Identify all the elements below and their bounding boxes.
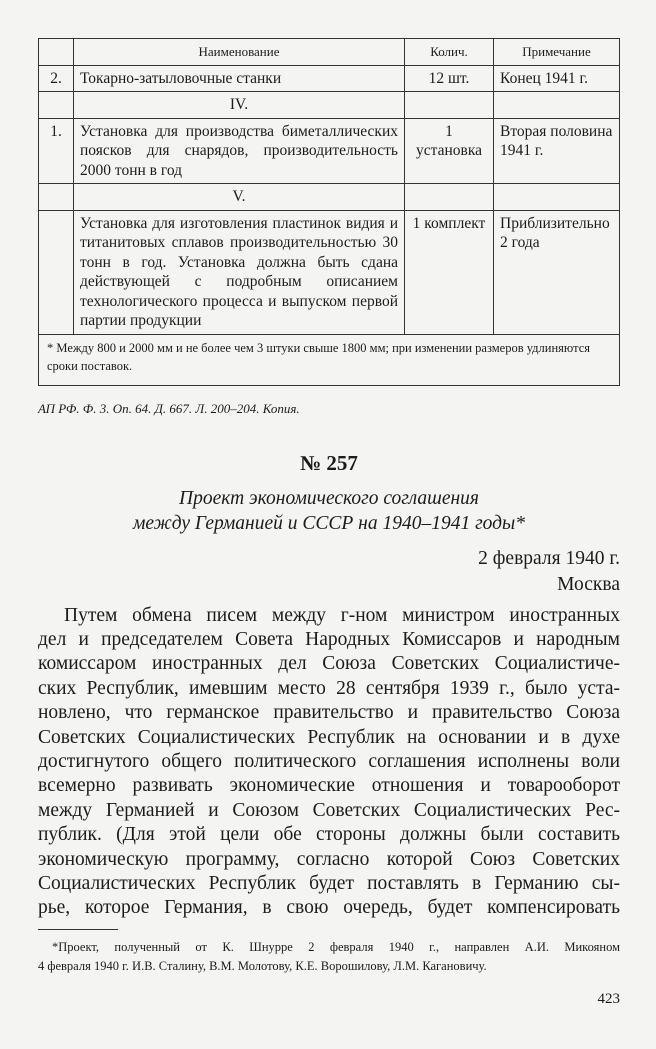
document-date: 2 февраля 1940 г. <box>478 547 620 569</box>
title-line: между Германией и СССР на 1940–1941 годы* <box>132 512 525 534</box>
section-row <box>39 184 620 211</box>
row-qty: 1 установка <box>405 118 494 184</box>
body-line: новлено, что германское правительство и правительство Союза <box>38 702 620 724</box>
document-place: Москва <box>557 573 620 595</box>
row-name: Токарно-затыловочные станки <box>74 65 405 92</box>
section-row <box>39 92 620 119</box>
row-note: Приблизительно 2 года <box>494 210 620 334</box>
body-line: Советских Социалистических Республик на основании и в духе <box>38 726 620 748</box>
document-title <box>38 486 620 536</box>
row-name: Установка для изготовления пластинок видия и титанитовых сплавов производительностью 30 тонн в год. Установка должна быть сдана действующей с подробным описанием технологического процесса и выпуском первой партии продукции <box>74 210 405 334</box>
table-header-row <box>39 39 620 66</box>
table-row <box>39 65 620 92</box>
body-line: рье, которое Германия, в свою очередь, будет компенсировать <box>38 897 620 919</box>
body-line: ских Республик, имевшим место 28 сентября 1939 г., было уста- <box>38 677 620 699</box>
body-line: всемерно развивать экономические отношения и товарооборот <box>38 775 620 797</box>
equipment-table <box>38 38 620 386</box>
footnote-line: 4 февраля 1940 г. И.В. Сталину, В.М. Молотову, К.Е. Ворошилову, Л.М. Кагановичу. <box>38 958 487 973</box>
archive-reference: АП РФ. Ф. 3. Оп. 64. Д. 667. Л. 200–204. Копия. <box>38 400 300 416</box>
section-label: V. <box>74 184 405 211</box>
title-line: Проект экономического соглашения <box>178 487 479 509</box>
footnote-divider <box>38 929 118 930</box>
header-name: Наименование <box>74 39 405 66</box>
row-note: Вторая половина 1941 г. <box>494 118 620 184</box>
page-number: 423 <box>597 990 620 1007</box>
section-label: IV. <box>74 92 405 119</box>
row-note: Конец 1941 г. <box>494 65 620 92</box>
table-row <box>39 118 620 184</box>
body-line: публик. (Для этой цели обе стороны должны были составить <box>38 824 620 846</box>
body-line: Социалистических Республик будет поставлять в Германию сы- <box>38 872 620 894</box>
page-footnote <box>38 938 620 976</box>
body-line: экономическую программу, согласно которой Союз Советских <box>38 848 620 870</box>
body-line: достигнутого общего политического соглашения исполнены воли <box>38 750 620 772</box>
footnote-line: *Проект, полученный от К. Шнурре 2 февраля 1940 г., направлен А.И. Микояном <box>52 939 620 954</box>
row-num <box>39 210 74 334</box>
table-footnote-row <box>39 334 620 385</box>
row-num: 2. <box>39 65 74 92</box>
body-line: между Германией и Союзом Советских Социалистических Рес- <box>38 799 620 821</box>
body-line: комиссаром иностранных дел Союза Советских Социалистиче- <box>38 653 620 675</box>
row-qty: 12 шт. <box>405 65 494 92</box>
header-note: Примечание <box>494 39 620 66</box>
body-line: дел и председателем Совета Народных Комиссаров и народным <box>38 628 620 650</box>
body-line: Путем обмена писем между г-ном министром иностранных <box>64 604 620 626</box>
row-qty: 1 комплект <box>405 210 494 334</box>
table-footnote: * Между 800 и 2000 мм и не более чем 3 штуки свыше 1800 мм; при изменении размеров удлиняются сроки поставок. <box>39 334 620 385</box>
header-qty: Колич. <box>405 39 494 66</box>
table-row <box>39 210 620 334</box>
header-num <box>39 39 74 66</box>
row-num: 1. <box>39 118 74 184</box>
row-name: Установка для производства биметаллических поясков для снарядов, производительность 2000 тонн в год <box>74 118 405 184</box>
body-text <box>38 604 620 921</box>
document-number: № 257 <box>300 450 358 475</box>
